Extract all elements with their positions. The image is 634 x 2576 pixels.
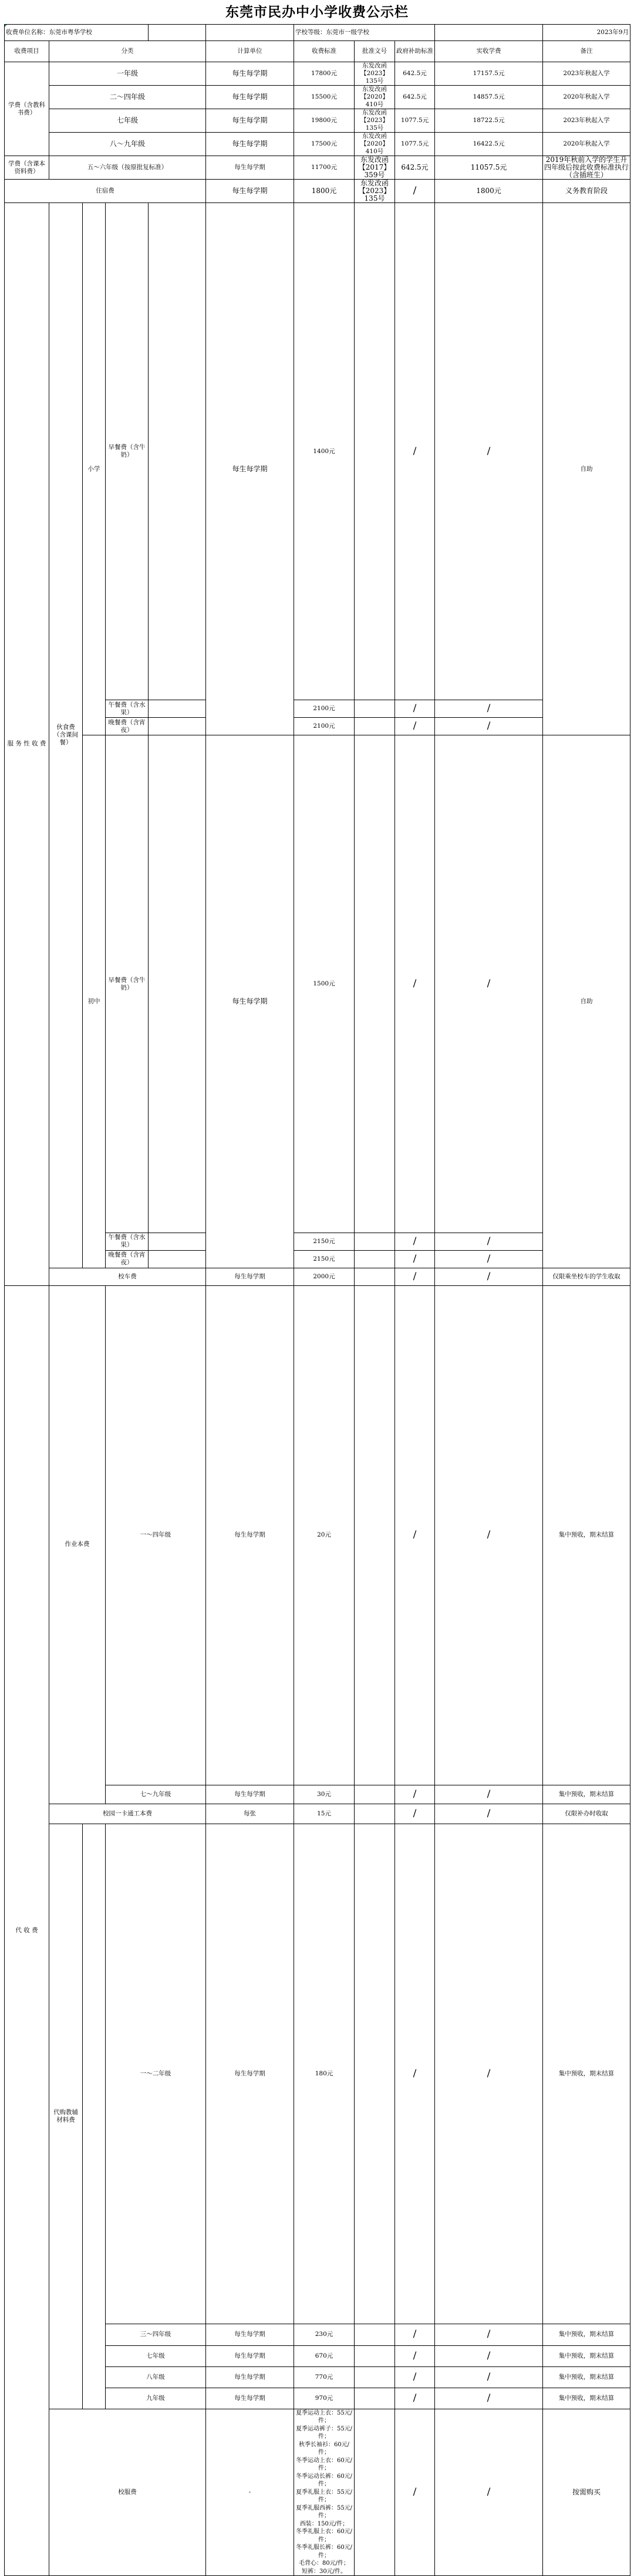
tuition-doc: 东发改函【2023】135号: [355, 62, 395, 86]
tuition-unit: 每生每学期: [206, 62, 294, 86]
slash-mark: /: [395, 700, 435, 718]
materials-doc: [355, 1824, 395, 2324]
materials-note: 集中预收，期末结算: [543, 2388, 630, 2409]
tuition-grade: 二～四年级: [49, 86, 206, 109]
slash-mark: /: [395, 2388, 435, 2409]
slash-mark: /: [435, 1285, 543, 1785]
col-header-item: 收费项目: [5, 41, 49, 62]
tuition-label: 学费（含教科书费）: [5, 62, 49, 156]
slash-mark: /: [435, 1824, 543, 2324]
slash-mark: /: [395, 718, 435, 735]
date: 2023年9月: [543, 25, 630, 41]
slash-mark: /: [435, 735, 543, 1233]
meal-price: 1500元: [294, 735, 355, 1233]
meal-doc: [355, 1250, 395, 1268]
card-doc: [355, 1804, 395, 1824]
slash-mark: /: [435, 700, 543, 718]
tuition-actual: 18722.5元: [435, 109, 543, 133]
materials-note: 集中预收，期末结算: [543, 2366, 630, 2388]
materials-price: 970元: [294, 2388, 355, 2409]
workbook-doc: [355, 1285, 395, 1785]
card-note: 仅限补办时收取: [543, 1804, 630, 1824]
tuition-doc: 东发改函【2020】410号: [355, 86, 395, 109]
materials-unit: 每生每学期: [206, 2388, 294, 2409]
slash-mark: /: [435, 203, 543, 700]
tuition-grade: 一年级: [49, 62, 206, 86]
table-row: [5, 735, 630, 1233]
col-header-actual: 实收学费: [435, 41, 543, 62]
meal-doc: [355, 1233, 395, 1250]
table-row: [5, 86, 630, 109]
meal-blank: [149, 1233, 206, 1250]
meals-unit-primary: 每生每学期: [206, 203, 294, 735]
workbook-doc: [355, 1785, 395, 1804]
table-row: [5, 1824, 630, 2324]
tuition2-note: 2019年秋前入学的学生升四年级后按此收费标准执行（含插班生）: [543, 156, 630, 180]
materials-doc: [355, 2324, 395, 2345]
tuition-subsidy: 1077.5元: [395, 133, 435, 156]
bus-unit: 每生每学期: [206, 1268, 294, 1285]
table-row: [5, 180, 630, 203]
materials-unit: 每生每学期: [206, 2366, 294, 2388]
info-blank-1: [149, 25, 206, 41]
tuition-subsidy: 642.5元: [395, 86, 435, 109]
slash-mark: /: [435, 1785, 543, 1804]
meal-blank: [149, 203, 206, 700]
tuition-actual: 17157.5元: [435, 62, 543, 86]
boarding-note: 义务教育阶段: [543, 180, 630, 203]
proxy-label: 代 收 费: [5, 1285, 49, 2575]
tuition-actual: 14857.5元: [435, 86, 543, 109]
slash-mark: /: [435, 1804, 543, 1824]
tuition-subsidy: 1077.5元: [395, 109, 435, 133]
slash-mark: /: [395, 2324, 435, 2345]
materials-grade: 八年级: [106, 2366, 206, 2388]
meal-doc: [355, 700, 395, 718]
materials-unit: 每生每学期: [206, 2345, 294, 2366]
slash-mark: /: [395, 1285, 435, 1785]
tuition-unit: 每生每学期: [206, 133, 294, 156]
materials-price: 180元: [294, 1824, 355, 2324]
uniform-label: 校服费: [49, 2409, 206, 2576]
materials-unit: 每生每学期: [206, 2324, 294, 2345]
workbook-note: 集中预收，期末结算: [543, 1785, 630, 1804]
tuition-subsidy: 642.5元: [395, 62, 435, 86]
materials-grade: 三～四年级: [106, 2324, 206, 2345]
materials-label: 代购教辅材料费: [49, 1824, 83, 2409]
tuition2-subsidy: 642.5元: [395, 156, 435, 180]
materials-note: 集中预收，期末结算: [543, 1824, 630, 2324]
meals-unit-junior: 每生每学期: [206, 735, 294, 1268]
school-level: 学校等级：东莞市一级学校: [294, 25, 435, 41]
workbook-note: 集中预收，期末结算: [543, 1285, 630, 1785]
uniform-doc: [355, 2409, 395, 2576]
workbook-grade: 一～四年级: [106, 1285, 206, 1785]
tuition-note: 2020年秋起入学: [543, 86, 630, 109]
meal-price: 2100元: [294, 718, 355, 735]
tuition-actual: 16422.5元: [435, 133, 543, 156]
meals-label: 伙食费（含课间餐）: [49, 203, 83, 1268]
table-row: [5, 62, 630, 86]
slash-mark: /: [395, 1268, 435, 1285]
tuition-doc: 东发改函【2020】410号: [355, 133, 395, 156]
materials-price: 770元: [294, 2366, 355, 2388]
materials-doc: [355, 2366, 395, 2388]
slash-mark: /: [395, 2409, 435, 2576]
tuition-doc: 东发改函【2023】135号: [355, 109, 395, 133]
table-row: [5, 203, 630, 700]
slash-mark: /: [395, 1824, 435, 2324]
uniform-note: 按需购买: [543, 2409, 630, 2576]
meals-note-junior: 自助: [543, 735, 630, 1268]
materials-price: 230元: [294, 2324, 355, 2345]
workbook-price: 30元: [294, 1785, 355, 1804]
meal-price: 2100元: [294, 700, 355, 718]
col-header-doc: 批准文号: [355, 41, 395, 62]
slash-mark: /: [395, 735, 435, 1233]
materials-note: 集中预收，期末结算: [543, 2324, 630, 2345]
tuition-grade: 八～九年级: [49, 133, 206, 156]
workbook-price: 20元: [294, 1285, 355, 1785]
tuition2-actual: 11057.5元: [435, 156, 543, 180]
tuition-note: 2023年秋起入学: [543, 109, 630, 133]
meals-note-primary: 自助: [543, 203, 630, 735]
workbook-grade: 七～九年级: [106, 1785, 206, 1804]
col-header-unit: 计算单位: [206, 41, 294, 62]
slash-mark: /: [395, 1233, 435, 1250]
slash-mark: /: [395, 1785, 435, 1804]
boarding-doc: 东发改函【2023】135号: [355, 180, 395, 203]
meal-doc: [355, 718, 395, 735]
meal-name: 午餐费（含水果）: [106, 700, 149, 718]
column-header-row: [5, 41, 630, 62]
meal-blank: [149, 735, 206, 1233]
meal-name: 晚餐费（含宵夜）: [106, 718, 149, 735]
meal-name: 早餐费（含牛奶）: [106, 735, 149, 1233]
fee-table: [4, 24, 630, 2576]
slash-mark: /: [435, 2388, 543, 2409]
col-header-subsidy: 政府补助标准: [395, 41, 435, 62]
tuition-unit: 每生每学期: [206, 109, 294, 133]
materials-grade: 一～二年级: [106, 1824, 206, 2324]
card-label: 校园一卡通工本费: [49, 1804, 206, 1824]
table-row: [5, 1285, 630, 1785]
tuition-standard: 17500元: [294, 133, 355, 156]
card-unit: 每张: [206, 1804, 294, 1824]
tuition2-label: 学费（含课本资料费）: [5, 156, 49, 180]
slash-mark: /: [435, 1250, 543, 1268]
tuition-standard: 15500元: [294, 86, 355, 109]
slash-mark: /: [395, 2345, 435, 2366]
unit-name: 收费单位名称：东莞市粤华学校: [5, 25, 149, 41]
tuition-grade: 七年级: [49, 109, 206, 133]
materials-doc: [355, 2345, 395, 2366]
tuition-note: 2020年秋起入学: [543, 133, 630, 156]
table-row: [5, 1268, 630, 1285]
bus-label: 校车费: [49, 1268, 206, 1285]
meal-price: 2150元: [294, 1250, 355, 1268]
table-row: [5, 2409, 630, 2576]
workbook-unit: 每生每学期: [206, 1285, 294, 1785]
slash-mark: /: [395, 1804, 435, 1824]
slash-mark: /: [435, 2345, 543, 2366]
materials-grade: 七年级: [106, 2345, 206, 2366]
boarding-unit: 每生每学期: [206, 180, 294, 203]
slash-mark: /: [435, 718, 543, 735]
tuition-note: 2023年秋起入学: [543, 62, 630, 86]
info-row: [5, 25, 630, 41]
meal-blank: [149, 700, 206, 718]
slash-mark: /: [435, 1268, 543, 1285]
bus-price: 2000元: [294, 1268, 355, 1285]
workbook-unit: 每生每学期: [206, 1785, 294, 1804]
meal-name: 晚餐费（含宵夜）: [106, 1250, 149, 1268]
meal-price: 1400元: [294, 203, 355, 700]
meal-blank: [149, 1250, 206, 1268]
junior-label: 初中: [83, 735, 106, 1268]
table-row: [5, 109, 630, 133]
uniform-price: 夏季运动上衣：55元/件； 夏季运动裤子：55元/件； 秋季长袖衫：60元/件； 冬季运动上衣：60元/件； 冬季运动长裤：60元/件； 夏季礼服上衣：55元/件； 夏季礼服西裤：55元/件； 西装：150元/件； 冬季礼服上衣：60元/件； 冬季礼服长裤：60元/件； 毛背心：80元/件； 短裤：30元/件。: [294, 2409, 355, 2576]
slash-mark: /: [395, 2366, 435, 2388]
col-header-category: 分类: [49, 41, 206, 62]
tuition-standard: 17800元: [294, 62, 355, 86]
tuition2-standard: 11700元: [294, 156, 355, 180]
bus-note: 仅限乘坐校车的学生收取: [543, 1268, 630, 1285]
tuition2-grade: 五～六年级（按原批复标准）: [49, 156, 206, 180]
table-row: [5, 133, 630, 156]
meal-price: 2150元: [294, 1233, 355, 1250]
boarding-label: 住宿费: [5, 180, 206, 203]
table-row: [5, 156, 630, 180]
col-header-standard: 收费标准: [294, 41, 355, 62]
materials-doc: [355, 2388, 395, 2409]
slash-mark: /: [435, 2366, 543, 2388]
meal-doc: [355, 735, 395, 1233]
service-label: 服 务 性 收 费: [5, 203, 49, 1286]
tuition-standard: 19800元: [294, 109, 355, 133]
meal-doc: [355, 203, 395, 700]
bus-doc: [355, 1268, 395, 1285]
meal-blank: [149, 718, 206, 735]
tuition2-doc: 东发改函【2017】359号: [355, 156, 395, 180]
page-title: 东莞市民办中小学收费公示栏: [225, 4, 409, 20]
col-header-remarks: 备注: [543, 41, 630, 62]
info-blank-3: [435, 25, 543, 41]
uniform-unit: -: [206, 2409, 294, 2576]
table-row: [5, 1804, 630, 1824]
boarding-actual: 1800元: [435, 180, 543, 203]
slash-mark: /: [395, 180, 435, 203]
info-blank-2: [206, 25, 294, 41]
materials-note: 集中预收，期末结算: [543, 2345, 630, 2366]
slash-mark: /: [395, 203, 435, 700]
materials-blank: [83, 1824, 106, 2409]
materials-unit: 每生每学期: [206, 1824, 294, 2324]
workbook-label: 作业本费: [49, 1285, 106, 1804]
tuition2-unit: 每生每学期: [206, 156, 294, 180]
meal-name: 午餐费（含水果）: [106, 1233, 149, 1250]
materials-grade: 九年级: [106, 2388, 206, 2409]
boarding-standard: 1800元: [294, 180, 355, 203]
slash-mark: /: [435, 1233, 543, 1250]
materials-price: 670元: [294, 2345, 355, 2366]
slash-mark: /: [395, 1250, 435, 1268]
primary-label: 小学: [83, 203, 106, 735]
tuition-unit: 每生每学期: [206, 86, 294, 109]
meal-name: 早餐费（含牛奶）: [106, 203, 149, 700]
card-price: 15元: [294, 1804, 355, 1824]
slash-mark: /: [435, 2409, 543, 2576]
slash-mark: /: [435, 2324, 543, 2345]
